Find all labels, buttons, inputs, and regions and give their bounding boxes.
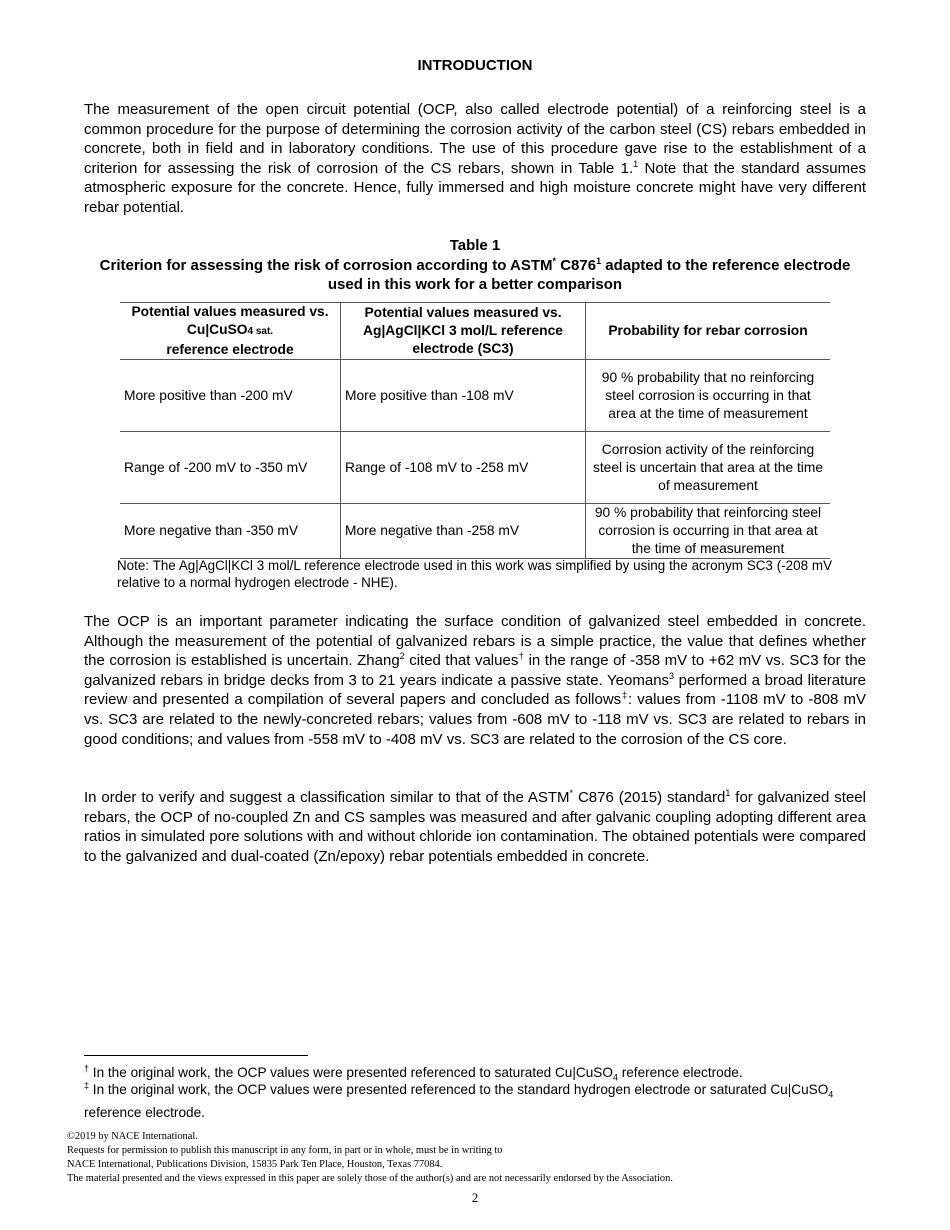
citation-ref: 1 — [725, 788, 731, 798]
para1-text-a: The measurement of the open circuit potential (OCP, also called electrode potential) of a reinforcing steel is a common procedure for the purpose of determining the corrosion activity of the carbon steel (CS) rebars embedded in concrete, both in field and in laboratory conditions. The use of this procedure gave rise to the establishment of a criterion for assessing the risk of corrosion of the CS rebars, shown in Table 1. — [84, 101, 866, 177]
cell-probability: 90 % probability that no reinforcing steel corrosion is occurring in that area at the time of measurement — [586, 360, 831, 432]
cell-cuso4: More positive than -200 mV — [120, 360, 341, 432]
para2-text-d: performed a broad literature review and presented a compilation of several papers and concluded as follows — [84, 671, 866, 709]
intro-paragraph-2 — [84, 612, 866, 749]
cell-sc3: Range of -108 mV to -258 mV — [341, 432, 586, 504]
header-sc3: Potential values measured vs. Ag|AgCl|KCl 3 mol/L reference electrode (SC3) — [341, 303, 586, 360]
footnote-ref: † — [518, 651, 525, 662]
section-heading: INTRODUCTION — [417, 57, 533, 74]
cell-cuso4: More negative than -350 mV — [120, 504, 341, 559]
footnote-text-a: In the original work, the OCP values were presented referenced to saturated Cu|CuSO — [89, 1065, 613, 1080]
header-cuso4 — [120, 303, 341, 360]
copyright-line: ©2019 by NACE International. — [67, 1131, 198, 1142]
page-number: 2 — [471, 1190, 479, 1205]
para2-text-c: in the range of -358 mV to +62 mV vs. SC3 for the galvanized rebars in bridge decks from 3 to 21 years indicate a passive state. Yeomans — [84, 652, 866, 689]
criterion-table — [120, 302, 830, 559]
footnote-ref: ‡ — [621, 690, 629, 701]
table-title-c: adapted to the reference electrode used in this work for a better comparison — [327, 256, 851, 293]
table-caption — [84, 236, 866, 295]
table-row — [120, 504, 830, 559]
table-note: Note: The Ag|AgCl|KCl 3 mol/L reference electrode used in this work was simplified by using the acronym SC3 (-208 mV relative to a normal hydrogen electrode - NHE). — [117, 558, 832, 590]
table-title-a: Criterion for assessing the risk of corrosion according to ASTM — [99, 256, 553, 274]
cell-probability: 90 % probability that reinforcing steel corrosion is occurring in that area at the time of measurement — [586, 504, 831, 559]
citation-ref: 1 — [596, 255, 602, 266]
disclaimer-line: The material presented and the views expressed in this paper are solely those of the author(s) and are not necessarily endorsed by the Association. — [67, 1173, 673, 1184]
footnote-subscript: 4 — [612, 1072, 618, 1083]
table-title — [84, 256, 866, 295]
intro-paragraph-3 — [84, 788, 866, 866]
header-cuso4-text-b: reference electrode — [166, 342, 294, 357]
para3-text-c: for galvanized steel rebars, the OCP of no-coupled Zn and CS samples was measured and after galvanic coupling adopting different area ratios in simulated pore solutions with and without chloride ion contamination. The obtained potentials were compared to the galvanized and dual-coated (Zn/epoxy) rebar potentials embedded in concrete. — [84, 789, 866, 865]
cell-sc3: More positive than -108 mV — [341, 360, 586, 432]
citation-ref: 3 — [669, 670, 675, 681]
footnote-text-a: In the original work, the OCP values were presented referenced to the standard hydrogen electrode or saturated Cu|CuSO — [89, 1082, 829, 1097]
table-row — [120, 360, 830, 432]
header-cuso4-subscript: 4 sat. — [247, 326, 274, 337]
footnote-mark: † — [84, 1063, 90, 1074]
citation-ref: 1 — [633, 158, 639, 169]
para2-text-e: : values from -1108 mV to -808 mV vs. SC3 are related to the newly-concreted rebars; values from -608 mV to -118 mV vs. SC3 are related to rebars in good conditions; and values from -558 mV to -408 mV vs. SC3 are related to the corrosion of the CS core. — [84, 691, 866, 748]
header-probability: Probability for rebar corrosion — [586, 303, 831, 360]
trademark-mark: * — [569, 788, 574, 798]
para2-text-a: The OCP is an important parameter indicating the surface condition of galvanized steel embedded in concrete. Although the measurement of the potential of galvanized rebars is a simple practice, the value that defines whether the corrosion is established is uncertain. Zhang — [84, 613, 866, 670]
para3-text-a: In order to verify and suggest a classification similar to that of the ASTM — [84, 789, 570, 806]
footnote-text-b: reference electrode. — [617, 1065, 743, 1080]
para2-text-b: cited that values — [404, 652, 519, 670]
cell-cuso4: Range of -200 mV to -350 mV — [120, 432, 341, 504]
intro-paragraph-1 — [84, 100, 866, 218]
cell-sc3: More negative than -258 mV — [341, 504, 586, 559]
permission-line: Requests for permission to publish this manuscript in any form, in part or in whole, must be in writing to — [67, 1145, 503, 1156]
para1-text-b: Note that the standard assumes atmospheric exposure for the concrete. Hence, fully immersed and high moisture concrete might have very different rebar potential. — [84, 159, 866, 216]
table-header-row — [120, 303, 830, 360]
footnote-text-b: reference electrode. — [84, 1104, 205, 1120]
table-row — [120, 432, 830, 504]
cell-probability: Corrosion activity of the reinforcing steel is uncertain that area at the time of measurement — [586, 432, 831, 504]
header-cuso4-text: Potential values measured vs. Cu|CuSO — [131, 304, 329, 337]
citation-ref: 2 — [399, 651, 405, 662]
para3-text-b: C876 (2015) standard — [573, 789, 726, 806]
table-label: Table 1 — [449, 237, 501, 254]
legal-notice — [67, 1130, 887, 1186]
table-title-b: C876 — [556, 256, 597, 274]
footnote-mark: ‡ — [84, 1080, 90, 1091]
footnote-double-dagger — [84, 1081, 866, 1121]
footnote-subscript: 4 — [828, 1089, 834, 1100]
trademark-mark: * — [552, 255, 557, 266]
address-line: NACE International, Publications Division, 15835 Park Ten Place, Houston, Texas 77084. — [67, 1159, 443, 1170]
footnote-divider — [84, 1055, 308, 1056]
